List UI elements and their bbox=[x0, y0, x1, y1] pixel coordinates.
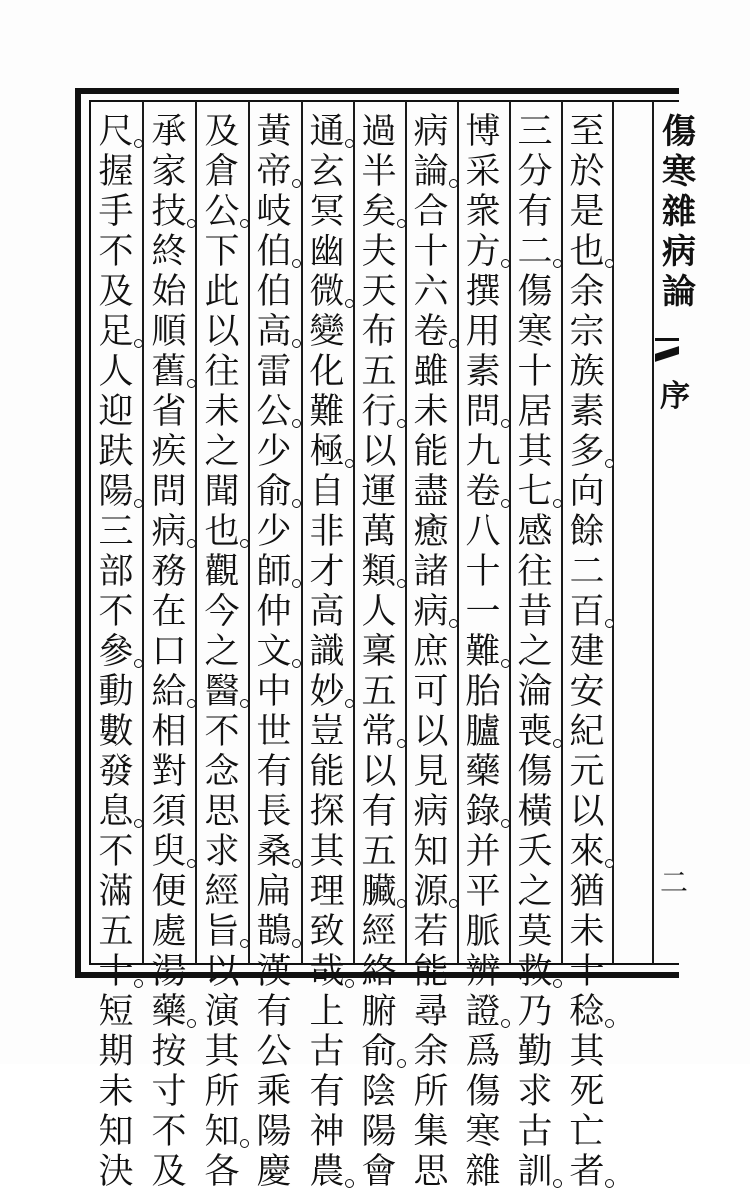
character: 探 bbox=[309, 792, 345, 832]
character: 發 bbox=[98, 752, 134, 792]
character: 致 bbox=[309, 912, 345, 952]
character: 莫 bbox=[517, 912, 553, 952]
character: 黃 bbox=[256, 112, 292, 152]
character: 撰 bbox=[465, 272, 501, 312]
character: 萬 bbox=[361, 512, 397, 552]
character: 布 bbox=[361, 312, 397, 352]
character: 中 bbox=[256, 672, 292, 712]
character: 處 bbox=[151, 912, 187, 952]
character: 公 bbox=[256, 1032, 292, 1072]
character: 絡 bbox=[361, 952, 397, 992]
character: 經 bbox=[361, 912, 397, 952]
character: 向 bbox=[569, 472, 605, 512]
character: 仲 bbox=[256, 592, 292, 632]
character: 余 bbox=[413, 1032, 449, 1072]
character: 餘 bbox=[569, 512, 605, 552]
text-column-4 bbox=[405, 112, 457, 1192]
character: 居 bbox=[517, 392, 553, 432]
character: 未 bbox=[98, 1072, 134, 1112]
character: 伯 bbox=[256, 272, 292, 312]
character: 手 bbox=[98, 192, 134, 232]
character: 淪 bbox=[517, 672, 553, 712]
character: 人 bbox=[98, 352, 134, 392]
character: 十 bbox=[517, 352, 553, 392]
character: 稟 bbox=[361, 632, 397, 672]
character: 分 bbox=[517, 152, 553, 192]
character: 下 bbox=[204, 232, 240, 272]
character: 其 bbox=[569, 1032, 605, 1072]
character: 古 bbox=[517, 1112, 553, 1152]
character: 五 bbox=[361, 832, 397, 872]
character: 傷 bbox=[465, 1072, 501, 1112]
character-with-stop-mark: 救 bbox=[515, 952, 555, 992]
character: 至 bbox=[569, 112, 605, 152]
text-column-10 bbox=[90, 112, 142, 1192]
character-with-stop-mark: 息 bbox=[96, 792, 136, 832]
character: 運 bbox=[361, 472, 397, 512]
character: 夭 bbox=[517, 832, 553, 872]
character-with-stop-mark: 病 bbox=[149, 512, 189, 552]
text-column-5 bbox=[353, 112, 405, 1192]
character-with-stop-mark: 問 bbox=[463, 392, 503, 432]
character: 之 bbox=[517, 872, 553, 912]
column-rule-title-margin bbox=[652, 101, 654, 964]
character: 建 bbox=[569, 632, 605, 672]
character-with-stop-mark: 參 bbox=[96, 632, 136, 672]
character: 夫 bbox=[361, 232, 397, 272]
character-with-stop-mark: 二 bbox=[515, 232, 555, 272]
character: 橫 bbox=[517, 792, 553, 832]
character: 庶 bbox=[413, 632, 449, 672]
character: 諸 bbox=[413, 552, 449, 592]
character: 部 bbox=[98, 552, 134, 592]
character: 脈 bbox=[465, 912, 501, 952]
character: 有 bbox=[256, 992, 292, 1032]
character: 承 bbox=[151, 112, 187, 152]
character: 病 bbox=[413, 112, 449, 152]
character: 識 bbox=[309, 632, 345, 672]
character: 素 bbox=[465, 352, 501, 392]
character-with-stop-mark: 伯 bbox=[254, 232, 294, 272]
character: 用 bbox=[465, 312, 501, 352]
character: 以 bbox=[569, 792, 605, 832]
character: 乃 bbox=[517, 992, 553, 1032]
character: 雜 bbox=[465, 1152, 501, 1192]
character: 高 bbox=[309, 592, 345, 632]
character-with-stop-mark: 舊 bbox=[149, 352, 189, 392]
character: 采 bbox=[465, 152, 501, 192]
character: 幽 bbox=[309, 232, 345, 272]
character: 古 bbox=[309, 1032, 345, 1072]
character: 傷 bbox=[517, 752, 553, 792]
character: 若 bbox=[413, 912, 449, 952]
character: 終 bbox=[151, 232, 187, 272]
character: 寸 bbox=[151, 1072, 187, 1112]
character: 少 bbox=[256, 512, 292, 552]
character: 非 bbox=[309, 512, 345, 552]
character-with-stop-mark: 十 bbox=[96, 952, 136, 992]
character-with-stop-mark: 藥 bbox=[149, 992, 189, 1032]
character-with-stop-mark: 多 bbox=[567, 432, 607, 472]
character: 未 bbox=[569, 912, 605, 952]
character: 冥 bbox=[309, 192, 345, 232]
character: 順 bbox=[151, 312, 187, 352]
character: 有 bbox=[361, 792, 397, 832]
character-with-stop-mark: 公 bbox=[254, 392, 294, 432]
character: 所 bbox=[413, 1072, 449, 1112]
text-column-6 bbox=[301, 112, 353, 1192]
character: 病 bbox=[413, 792, 449, 832]
character: 素 bbox=[569, 392, 605, 432]
character: 之 bbox=[204, 632, 240, 672]
character-with-stop-mark: 陽 bbox=[96, 472, 136, 512]
character-with-stop-mark: 帝 bbox=[254, 152, 294, 192]
character: 及 bbox=[204, 112, 240, 152]
character: 知 bbox=[98, 1112, 134, 1152]
character: 余 bbox=[569, 272, 605, 312]
character: 此 bbox=[204, 272, 240, 312]
character: 演 bbox=[204, 992, 240, 1032]
character-with-stop-mark: 師 bbox=[254, 552, 294, 592]
character-with-stop-mark: 知 bbox=[202, 1112, 242, 1152]
character: 不 bbox=[151, 1112, 187, 1152]
character: 須 bbox=[151, 792, 187, 832]
character-with-stop-mark: 七 bbox=[515, 472, 555, 512]
character: 族 bbox=[569, 352, 605, 392]
character-with-stop-mark: 難 bbox=[463, 632, 503, 672]
character: 陽 bbox=[256, 1112, 292, 1152]
character: 其 bbox=[309, 832, 345, 872]
character-with-stop-mark: 妙 bbox=[307, 672, 347, 712]
character-with-stop-mark: 公 bbox=[202, 192, 242, 232]
character: 其 bbox=[204, 1032, 240, 1072]
character-with-stop-mark: 微 bbox=[307, 272, 347, 312]
title-character: 傷 bbox=[662, 112, 696, 152]
text-column-2 bbox=[509, 112, 561, 1192]
character: 十 bbox=[413, 232, 449, 272]
character-with-stop-mark: 方 bbox=[463, 232, 503, 272]
character: 決 bbox=[98, 1152, 134, 1192]
character: 迎 bbox=[98, 392, 134, 432]
character: 五 bbox=[361, 672, 397, 712]
character-with-stop-mark: 稔 bbox=[567, 992, 607, 1032]
character: 博 bbox=[465, 112, 501, 152]
character: 癒 bbox=[413, 512, 449, 552]
character: 少 bbox=[256, 432, 292, 472]
character-with-stop-mark: 高 bbox=[254, 312, 294, 352]
character: 口 bbox=[151, 632, 187, 672]
character: 傷 bbox=[517, 272, 553, 312]
character-with-stop-mark: 給 bbox=[149, 672, 189, 712]
character: 勤 bbox=[517, 1032, 553, 1072]
character: 天 bbox=[361, 272, 397, 312]
character: 可 bbox=[413, 672, 449, 712]
character: 平 bbox=[465, 872, 501, 912]
character: 務 bbox=[151, 552, 187, 592]
character: 九 bbox=[465, 432, 501, 472]
character: 省 bbox=[151, 392, 187, 432]
character: 不 bbox=[204, 712, 240, 752]
character: 集 bbox=[413, 1112, 449, 1152]
text-column-7 bbox=[248, 112, 300, 1192]
character: 於 bbox=[569, 152, 605, 192]
character: 八 bbox=[465, 512, 501, 552]
character-with-stop-mark: 俞 bbox=[254, 472, 294, 512]
character: 雷 bbox=[256, 352, 292, 392]
character-with-stop-mark: 旨 bbox=[202, 912, 242, 952]
character: 五 bbox=[98, 912, 134, 952]
character: 辨 bbox=[465, 952, 501, 992]
character-with-stop-mark: 醫 bbox=[202, 672, 242, 712]
title-character: 寒 bbox=[662, 152, 696, 192]
character-with-stop-mark: 常 bbox=[359, 712, 399, 752]
character: 滿 bbox=[98, 872, 134, 912]
character: 盡 bbox=[413, 472, 449, 512]
character-with-stop-mark: 證 bbox=[463, 992, 503, 1032]
character: 乘 bbox=[256, 1072, 292, 1112]
character: 會 bbox=[361, 1152, 397, 1192]
character-with-stop-mark: 臾 bbox=[149, 832, 189, 872]
character: 變 bbox=[309, 312, 345, 352]
character-with-stop-mark: 也 bbox=[202, 512, 242, 552]
character-with-stop-mark: 鵲 bbox=[254, 912, 294, 952]
character: 能 bbox=[309, 752, 345, 792]
character: 元 bbox=[569, 752, 605, 792]
character: 各 bbox=[204, 1152, 240, 1192]
character: 以 bbox=[204, 312, 240, 352]
folio-number: 二 bbox=[660, 866, 689, 899]
character: 之 bbox=[517, 632, 553, 672]
character: 爲 bbox=[465, 1032, 501, 1072]
character: 慶 bbox=[256, 1152, 292, 1192]
character: 以 bbox=[361, 752, 397, 792]
character: 難 bbox=[309, 392, 345, 432]
character-with-stop-mark: 農 bbox=[307, 1152, 347, 1192]
character: 豈 bbox=[309, 712, 345, 752]
text-column-9 bbox=[143, 112, 195, 1192]
character-with-stop-mark: 病 bbox=[411, 592, 451, 632]
character: 并 bbox=[465, 832, 501, 872]
character: 岐 bbox=[256, 192, 292, 232]
character: 雖 bbox=[413, 352, 449, 392]
character: 湯 bbox=[151, 952, 187, 992]
character: 寒 bbox=[517, 312, 553, 352]
character: 未 bbox=[413, 392, 449, 432]
character: 所 bbox=[204, 1072, 240, 1112]
character: 陰 bbox=[361, 1072, 397, 1112]
character: 安 bbox=[569, 672, 605, 712]
character: 知 bbox=[413, 832, 449, 872]
character: 漢 bbox=[256, 952, 292, 992]
character: 動 bbox=[98, 672, 134, 712]
character: 問 bbox=[151, 472, 187, 512]
character: 求 bbox=[204, 832, 240, 872]
character: 疾 bbox=[151, 432, 187, 472]
character: 及 bbox=[151, 1152, 187, 1192]
character: 見 bbox=[413, 752, 449, 792]
character-with-stop-mark: 桑 bbox=[254, 832, 294, 872]
character: 思 bbox=[413, 1152, 449, 1192]
character: 六 bbox=[413, 272, 449, 312]
character: 倉 bbox=[204, 152, 240, 192]
character: 十 bbox=[569, 952, 605, 992]
character: 長 bbox=[256, 792, 292, 832]
character-with-stop-mark: 訓 bbox=[515, 1152, 555, 1192]
character-with-stop-mark: 俞 bbox=[359, 1032, 399, 1072]
character: 死 bbox=[569, 1072, 605, 1112]
character: 家 bbox=[151, 152, 187, 192]
frame-top-thick-rule bbox=[75, 88, 679, 94]
character-with-stop-mark: 文 bbox=[254, 632, 294, 672]
character: 十 bbox=[465, 552, 501, 592]
character: 能 bbox=[413, 432, 449, 472]
character: 玄 bbox=[309, 152, 345, 192]
character: 不 bbox=[98, 592, 134, 632]
character: 過 bbox=[361, 112, 397, 152]
character: 便 bbox=[151, 872, 187, 912]
character-with-stop-mark: 技 bbox=[149, 192, 189, 232]
character: 感 bbox=[517, 512, 553, 552]
character: 尋 bbox=[413, 992, 449, 1032]
character: 念 bbox=[204, 752, 240, 792]
character-with-stop-mark: 矣 bbox=[359, 192, 399, 232]
character: 理 bbox=[309, 872, 345, 912]
character: 不 bbox=[98, 232, 134, 272]
text-column-8 bbox=[196, 112, 248, 1192]
character: 人 bbox=[361, 592, 397, 632]
character: 之 bbox=[204, 432, 240, 472]
character-with-stop-mark: 錄 bbox=[463, 792, 503, 832]
character: 相 bbox=[151, 712, 187, 752]
character: 數 bbox=[98, 712, 134, 752]
character: 寒 bbox=[465, 1112, 501, 1152]
character: 半 bbox=[361, 152, 397, 192]
character: 二 bbox=[569, 552, 605, 592]
text-column-1 bbox=[561, 112, 613, 1192]
character-with-stop-mark: 通 bbox=[307, 112, 347, 152]
character: 昔 bbox=[517, 592, 553, 632]
character-with-stop-mark: 足 bbox=[96, 312, 136, 352]
character: 觀 bbox=[204, 552, 240, 592]
character: 未 bbox=[204, 392, 240, 432]
character: 握 bbox=[98, 152, 134, 192]
character: 合 bbox=[413, 192, 449, 232]
character: 是 bbox=[569, 192, 605, 232]
character: 一 bbox=[465, 592, 501, 632]
character: 聞 bbox=[204, 472, 240, 512]
frame-left-thick-rule bbox=[75, 88, 81, 978]
character: 往 bbox=[517, 552, 553, 592]
character: 自 bbox=[309, 472, 345, 512]
character: 上 bbox=[309, 992, 345, 1032]
character-with-stop-mark: 喪 bbox=[515, 712, 555, 752]
character: 以 bbox=[204, 952, 240, 992]
character: 才 bbox=[309, 552, 345, 592]
character: 及 bbox=[98, 272, 134, 312]
title-character: 雜 bbox=[662, 192, 696, 232]
running-title bbox=[655, 112, 703, 312]
character: 化 bbox=[309, 352, 345, 392]
character: 短 bbox=[98, 992, 134, 1032]
character: 神 bbox=[309, 1112, 345, 1152]
character: 趺 bbox=[98, 432, 134, 472]
character: 世 bbox=[256, 712, 292, 752]
character: 三 bbox=[98, 512, 134, 552]
character-with-stop-mark: 卷 bbox=[463, 472, 503, 512]
character: 腑 bbox=[361, 992, 397, 1032]
frame-top-thin-rule bbox=[90, 100, 679, 102]
character: 五 bbox=[361, 352, 397, 392]
character: 以 bbox=[361, 432, 397, 472]
character-with-stop-mark: 卷 bbox=[411, 312, 451, 352]
character-with-stop-mark: 類 bbox=[359, 552, 399, 592]
fishtail-mark bbox=[655, 338, 679, 368]
text-column-3 bbox=[457, 112, 509, 1192]
character-with-stop-mark: 行 bbox=[359, 392, 399, 432]
character: 在 bbox=[151, 592, 187, 632]
character-with-stop-mark: 論 bbox=[411, 152, 451, 192]
character: 不 bbox=[98, 832, 134, 872]
character: 藥 bbox=[465, 752, 501, 792]
character: 三 bbox=[517, 112, 553, 152]
character-with-stop-mark: 也 bbox=[567, 232, 607, 272]
character: 能 bbox=[413, 952, 449, 992]
character: 求 bbox=[517, 1072, 553, 1112]
character-with-stop-mark: 臟 bbox=[359, 872, 399, 912]
character: 紀 bbox=[569, 712, 605, 752]
character-with-stop-mark: 源 bbox=[411, 872, 451, 912]
title-character: 論 bbox=[662, 272, 696, 312]
character-with-stop-mark: 極 bbox=[307, 432, 347, 472]
character: 期 bbox=[98, 1032, 134, 1072]
character: 胎 bbox=[465, 672, 501, 712]
character: 陽 bbox=[361, 1112, 397, 1152]
character: 有 bbox=[309, 1072, 345, 1112]
character: 衆 bbox=[465, 192, 501, 232]
character: 按 bbox=[151, 1032, 187, 1072]
character-with-stop-mark: 來 bbox=[567, 832, 607, 872]
character: 有 bbox=[517, 192, 553, 232]
character-with-stop-mark: 百 bbox=[567, 592, 607, 632]
character: 臚 bbox=[465, 712, 501, 752]
character: 扁 bbox=[256, 872, 292, 912]
character: 今 bbox=[204, 592, 240, 632]
title-character: 病 bbox=[662, 232, 696, 272]
character: 始 bbox=[151, 272, 187, 312]
character: 亡 bbox=[569, 1112, 605, 1152]
character-with-stop-mark: 尺 bbox=[96, 112, 136, 152]
character: 對 bbox=[151, 752, 187, 792]
character: 經 bbox=[204, 872, 240, 912]
character: 宗 bbox=[569, 312, 605, 352]
character: 有 bbox=[256, 752, 292, 792]
character: 以 bbox=[413, 712, 449, 752]
character-with-stop-mark: 哉 bbox=[307, 952, 347, 992]
character: 其 bbox=[517, 432, 553, 472]
character: 猶 bbox=[569, 872, 605, 912]
character: 往 bbox=[204, 352, 240, 392]
character: 思 bbox=[204, 792, 240, 832]
section-label: 序 bbox=[660, 379, 690, 414]
character-with-stop-mark: 者 bbox=[567, 1152, 607, 1192]
